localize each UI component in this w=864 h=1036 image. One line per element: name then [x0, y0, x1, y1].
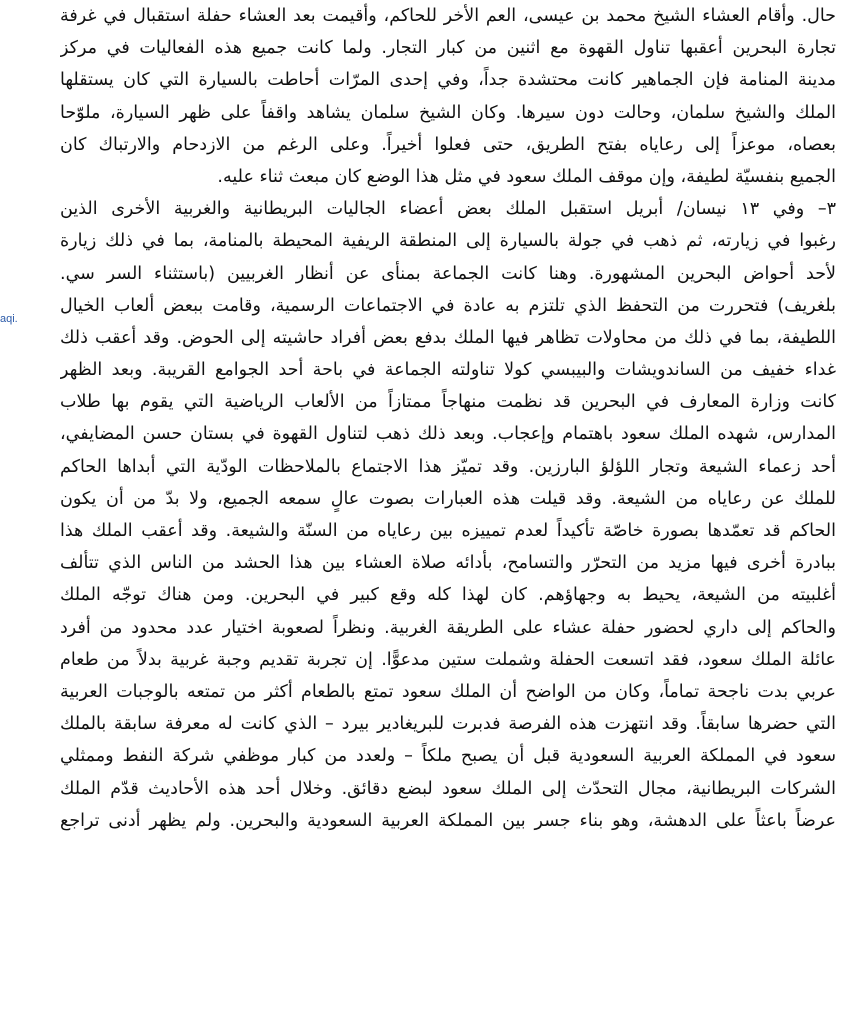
text-line: أغلبيته من الشيعة، يحيط به وجهاؤهم. كان لهذا كله وقع كبير في البحرين. ومن هناك توجّه الملك: [60, 585, 836, 606]
text-line: والحاكم إلى داري لحضور حفلة عشاء على الطريقة الغربية. ونظراً لصعوبة اختيار عدد محدود من أفرد: [60, 617, 836, 638]
text-line: عربي بدت ناجحة تماماً، وكان من الواضح أن الملك سعود تمتع بالطعام أكثر من تمتعه بالوجبات العربية: [60, 681, 836, 702]
text-line: غداء خفيف من الساندويشات والبيبسي كولا تناولته الجماعة في باحة أحد الجوامع القريبة. وبعد الظهر: [60, 360, 836, 381]
text-line: ٣– وفي ١٣ نيسان/ أبريل استقبل الملك بعض أعضاء الجاليات البريطانية والغربية الأخرى الذين: [60, 199, 836, 220]
text-line: عائلة الملك سعود، فقد اتسعت الحفلة وشملت ستين مدعوًّا. إن تجربة تقديم وجبة غربية بدلاً من طعام: [60, 649, 836, 670]
text-line: كانت وزارة المعارف في البحرين قد نظمت منهاجاً ممتازاً من الألعاب الرياضية التي يقوم بها طلاب: [60, 392, 836, 413]
text-line: تجارة البحرين أعقبها تناول القهوة مع اثنين من كبار التجار. ولما كانت جميع هذه الفعاليات في مركز: [60, 38, 836, 59]
text-line: الحاكم قد تعمّدها بصورة خاصّة تأكيداً لعدم تمييزه بين رعاياه من السنّة والشيعة. وقد أعقب الملك هذا: [60, 521, 836, 541]
text-line: الشركات البريطانية، مجال التحدّث إلى الملك سعود لبضع دقائق. وخلال أحد هذه الأحاديث قدّم الملك: [60, 778, 836, 799]
body-text: [60, 0, 836, 837]
text-line: أحد زعماء الشيعة وتجار اللؤلؤ البارزين. وقد تميّز هذا الاجتماع بالملاحظات الودّية التي أبداها الحاكم: [60, 456, 836, 477]
text-line: سعود في المملكة العربية السعودية قبل أن يصبح ملكاً – ولعدد من كبار موظفي شركة النفط وممثلي: [60, 746, 836, 767]
text-line: للملك عن رعاياه من الشيعة. وقد قيلت هذه العبارات بصوت عالٍ سمعه الجميع، ولا بدّ من أن يكون: [60, 488, 836, 509]
text-line: التي حضرها سابقاً. وقد انتهزت هذه الفرصة فدبرت للبريغادير بيرد – الذي كانت له معرفة سابقة بالملك: [60, 714, 836, 735]
text-line: المدارس، شهده الملك سعود باهتمام وإعجاب. وبعد ذلك ذهب لتناول القهوة في بستان حسن المضايفي،: [60, 424, 836, 445]
margin-note: aqi.: [0, 313, 18, 325]
text-line: ببادرة أخرى فيها مزيد من التحرّر والتسامح، بأدائه صلاة العشاء بين هذا الحشد من الناس الذي تتألف: [60, 553, 836, 574]
text-line: عرضاً باعثاً على الدهشة، وهو بناء جسر بين المملكة العربية السعودية والبحرين. ولم يظهر أدنى تراجع: [60, 810, 836, 831]
text-line: بعصاه، موعزاً إلى رعاياه بفتح الطريق، حتى فعلوا أخيراً. وعلى الرغم من الازدحام والارتباك كان: [60, 134, 836, 155]
text-line: لأحد أحواض البحرين المشهورة. وهنا كانت الجماعة بمنأى عن أنظار الغربيين (باستثناء السر سي.: [60, 263, 836, 284]
text-line: الملك والشيخ سلمان، وحالت دون سيرها. وكان الشيخ سلمان يشاهد واقفاً على ظهر السيارة، ملوّحا: [60, 102, 836, 123]
text-line: حال. وأقام العشاء الشيخ محمد بن عيسى، العم الأخر للحاكم، وأقيمت بعد العشاء حفلة استقبال في غرفة: [60, 6, 836, 26]
text-line: بلغريف) فتحررت من التحفظ الذي تلتزم به عادة في الاجتماعات الرسمية، وقامت ببعض ألعاب الخيال: [60, 295, 836, 316]
text-line: رغبوا في زيارته، ثم ذهب في جولة بالسيارة إلى المنطقة الريفية المحيطة بالمنامة، بما في ذلك زيارة: [60, 231, 836, 252]
text-line: اللطيفة، بما في ذلك من محاولات تظاهر فيها الملك بدفع بعض أفراد حاشيته إلى الحوض. وقد أعقب ذلك: [60, 327, 836, 348]
text-line: الجميع بنفسيّة لطيفة، وإن موقف الملك سعود في مثل هذا الوضع كان مبعث ثناء عليه.: [217, 166, 836, 187]
text-line: مدينة المنامة فإن الجماهير كانت محتشدة جداً، وفي إحدى المرّات أحاطت بالسيارة التي كان يستقلها: [60, 70, 836, 91]
